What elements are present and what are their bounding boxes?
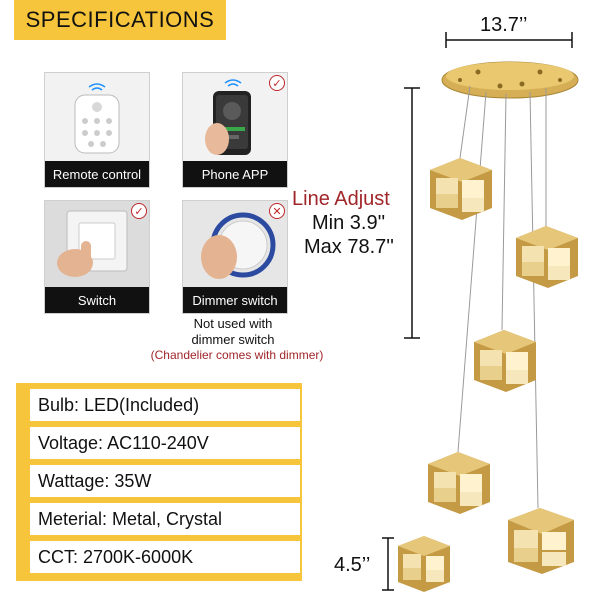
dimmer-switch-label: Dimmer switch xyxy=(183,287,287,313)
line-min-label: Min 3.9'' xyxy=(312,212,386,234)
dimmer-note-line2: dimmer switch xyxy=(191,332,275,347)
dimmer-note-line1: Not used with xyxy=(193,316,273,331)
phone-app-label: Phone APP xyxy=(183,161,287,187)
spec-row-material: Meterial: Metal, Crystal xyxy=(30,503,300,535)
check-icon: ✓ xyxy=(269,75,285,91)
spec-row-wattage: Wattage: 35W xyxy=(30,465,300,497)
crystal-cube-6 xyxy=(398,536,450,592)
line-max-label: Max 78.7'' xyxy=(304,236,394,258)
page-title: SPECIFICATIONS xyxy=(14,0,226,40)
switch-label: Switch xyxy=(45,287,149,313)
line-adjust-title: Line Adjust xyxy=(292,188,390,210)
remote-control-label: Remote control xyxy=(45,161,149,187)
crystal-cube-1 xyxy=(430,158,492,220)
crystal-cube-3 xyxy=(474,330,536,392)
spec-row-cct: CCT: 2700K-6000K xyxy=(30,541,300,573)
crystal-cube-5 xyxy=(508,508,574,574)
spec-row-bulb: Bulb: LED(Included) xyxy=(30,389,300,421)
spec-row-voltage: Voltage: AC110-240V xyxy=(30,427,300,459)
cross-icon: ✕ xyxy=(269,203,285,219)
crystal-cube-4 xyxy=(428,452,490,514)
crystal-cube-2 xyxy=(516,226,578,288)
check-icon: ✓ xyxy=(131,203,147,219)
canopy-width-label: 13.7’’ xyxy=(480,14,528,36)
dimmer-note-red: (Chandelier comes with dimmer) xyxy=(150,348,324,362)
cube-width-label: 4.5’’ xyxy=(334,554,371,576)
